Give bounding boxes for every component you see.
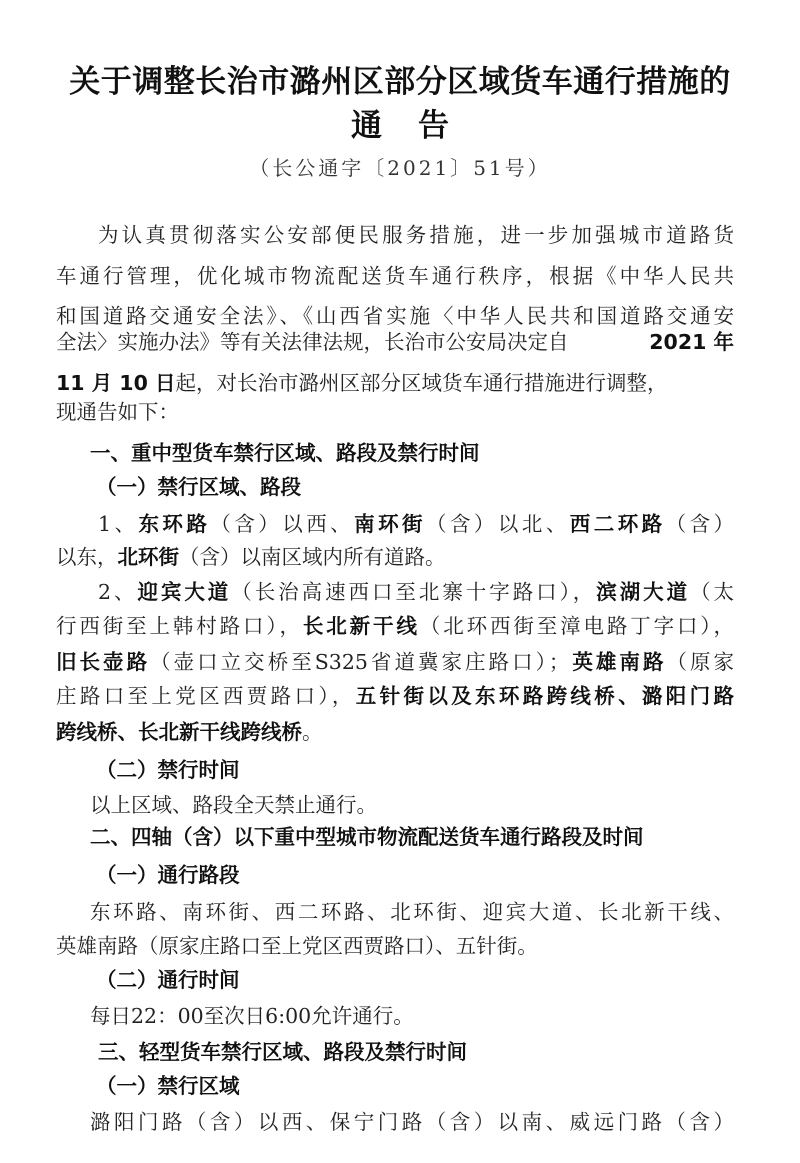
- intro-line-6: 现通告如下：: [56, 400, 179, 424]
- section-1-item-2-line-5: [56, 715, 323, 749]
- item-text: （北环西街至漳电路丁字口），: [419, 614, 735, 638]
- section-1-heading: 一、重中型货车禁行区域、路段及禁行时间: [90, 441, 480, 465]
- section-1-time-text: 以上区域、路段全天禁止通行。: [90, 793, 377, 817]
- section-1-item-2-line-2: [56, 609, 734, 643]
- section-2-heading: 二、四轴（含）以下重中型城市物流配送货车通行路段及时间: [90, 825, 644, 849]
- road-name: 北环街: [117, 545, 179, 569]
- item-text: 行西街至上韩村路口），: [56, 614, 303, 638]
- section-2-subheading-1: （一）通行路段: [96, 863, 240, 887]
- effective-year: 2021 年: [649, 330, 734, 354]
- section-2-roads-line-1: 东环路、南环街、西二环路、北环街、迎宾大道、长北新干线、: [90, 900, 734, 924]
- item-text: 庄路口至上党区西贾路口），: [56, 684, 356, 708]
- section-2-roads-line-2: 英雄南路（原家庄路口至上党区西贾路口）、五针街。: [56, 934, 538, 958]
- road-name: 西二环路: [569, 512, 666, 536]
- road-name: 南环街: [354, 512, 427, 536]
- section-3-subheading-1: （一）禁行区域: [96, 1074, 240, 1098]
- item-number: 2、: [98, 580, 138, 604]
- section-1-item-1-line-2: [56, 540, 446, 574]
- intro-line-5-text: 起，对长治市潞州区部分区域货车通行措施进行调整，: [175, 371, 668, 395]
- item-text: （壶口立交桥至S325省道冀家庄路口）；: [150, 650, 570, 674]
- road-name: 英雄南路: [569, 650, 667, 674]
- document-number: （长公通字〔2021〕51号）: [249, 156, 551, 180]
- road-name: 长北新干线: [302, 614, 420, 638]
- section-1-item-2-line-4: [56, 679, 734, 713]
- road-name: 旧长壶路: [56, 650, 151, 674]
- road-name: 迎宾大道: [137, 580, 232, 604]
- road-name: 东环路: [138, 512, 211, 536]
- intro-line-4-text: 全法〉实施办法》等有关法律法规，长治市公安局决定自: [56, 330, 569, 354]
- road-name: 滨湖大道: [596, 580, 691, 604]
- road-name: 跨线桥、长北新干线跨线桥: [56, 720, 302, 744]
- section-2-time-text: 每日22：00至次日6:00允许通行。: [90, 1004, 414, 1028]
- section-3-heading: 三、轻型货车禁行区域、路段及禁行时间: [98, 1040, 467, 1064]
- item-text: 。: [302, 720, 323, 744]
- item-text: （含）以西、: [210, 512, 355, 536]
- item-number: 1、: [98, 512, 139, 536]
- section-1-subheading-2: （二）禁行时间: [96, 758, 240, 782]
- section-1-item-2-line-3: [56, 645, 734, 679]
- section-1-item-2-line-1: [98, 575, 734, 609]
- title-line-1: 关于调整长治市潞州区部分区域货车通行措施的: [69, 64, 731, 100]
- section-1-subheading-1: （一）禁行区域、路段: [96, 475, 301, 499]
- section-3-area-line-1: 潞阳门路（含）以西、保宁门路（含）以南、威远门路（含）: [90, 1110, 734, 1134]
- intro-line-2: 车通行管理，优化城市物流配送货车通行秩序，根据《中华人民共: [56, 264, 734, 288]
- section-2-subheading-2: （二）通行时间: [96, 968, 240, 992]
- item-text: （长治高速西口至北寨十字路口），: [231, 580, 597, 604]
- section-1-item-1-line-1: [98, 507, 734, 541]
- item-text: （太: [690, 580, 735, 604]
- title-line-2: 通告: [351, 108, 485, 144]
- item-text: （含）以南区域内所有道路。: [179, 545, 446, 569]
- intro-line-3: 和国道路交通安全法》、《山西省实施〈中华人民共和国道路交通安: [56, 304, 734, 328]
- road-name: 五针街以及东环路跨线桥、潞阳门路: [355, 684, 735, 708]
- item-text: （原家: [666, 650, 735, 674]
- item-text: 以东，: [56, 545, 118, 569]
- effective-date: 11 月 10 日: [56, 371, 176, 395]
- item-text: （含）: [665, 512, 735, 536]
- intro-line-4: [56, 325, 734, 359]
- intro-line-1: 为认真贯彻落实公安部便民服务措施，进一步加强城市道路货: [98, 223, 734, 247]
- item-text: （含）以北、: [426, 512, 570, 536]
